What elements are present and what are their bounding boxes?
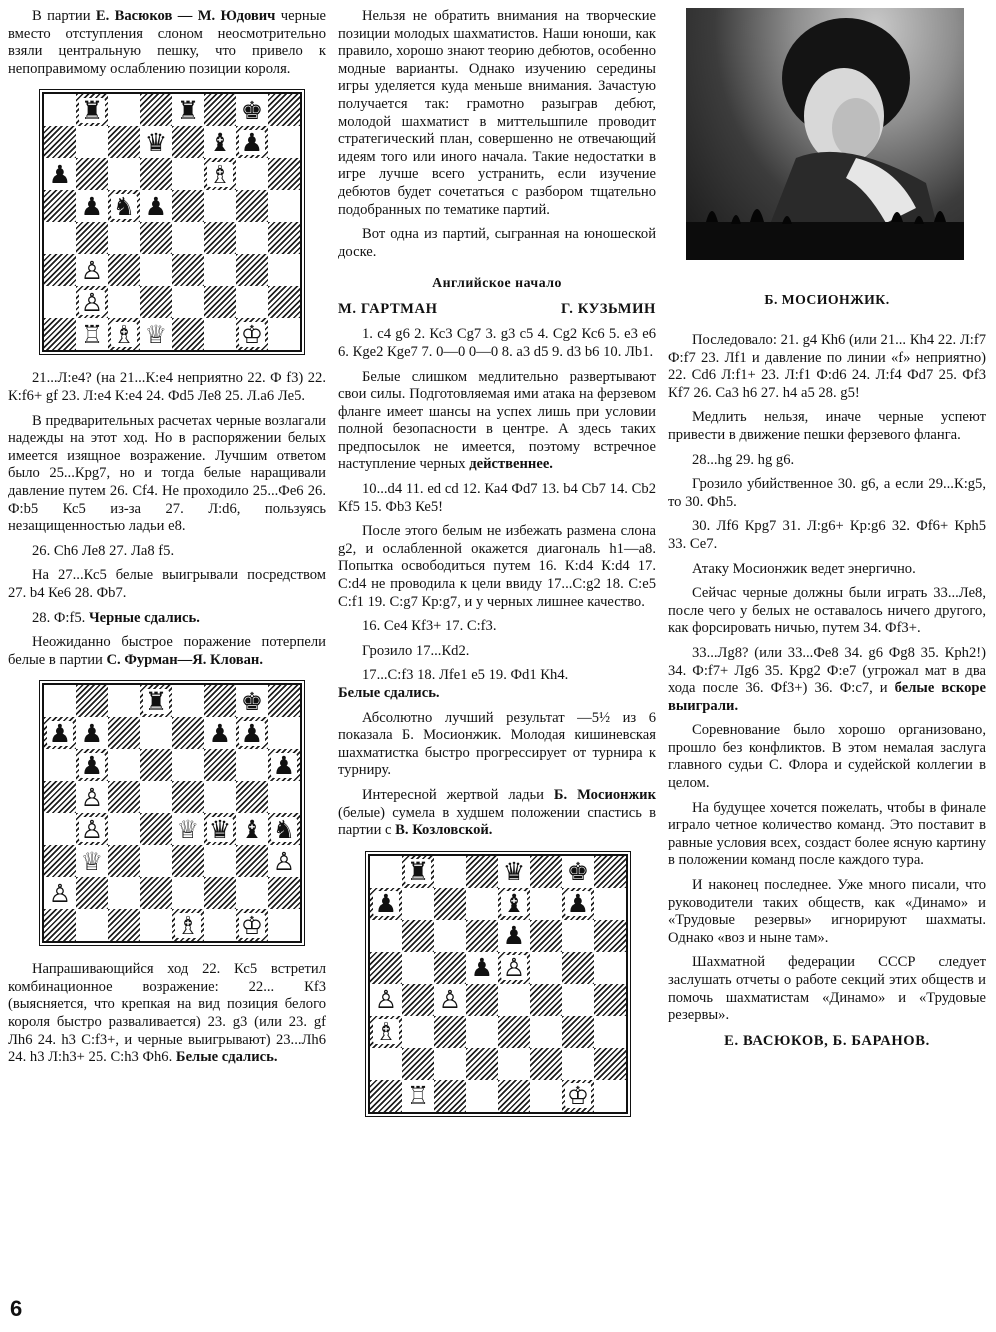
board-square [402,888,434,920]
board-square [204,318,236,350]
board-square [76,877,108,909]
board-square [562,888,594,920]
board-square [594,920,626,952]
board-square [236,254,268,286]
chess-piece: ♙ [438,985,462,1015]
board-square [108,222,140,254]
board-square [140,126,172,158]
board-square [108,813,140,845]
board-square [204,845,236,877]
board-square [498,952,530,984]
chess-piece: ♟ [208,718,232,748]
board-square [76,845,108,877]
board-square [236,190,268,222]
board-square [108,685,140,717]
board-square [172,749,204,781]
board-square [172,254,204,286]
chess-piece: ♞ [272,814,296,844]
board-square [466,1048,498,1080]
board-square [108,126,140,158]
chess-diagram-3 [368,854,628,1114]
chess-piece: ♖ [80,319,104,349]
board-square [236,717,268,749]
board-square [402,1016,434,1048]
chess-piece: ♝ [208,127,232,157]
board-square [108,318,140,350]
board-square [434,1016,466,1048]
board-square [236,126,268,158]
board-square [498,1080,530,1112]
board-square [370,856,402,888]
board-square [530,952,562,984]
board-square [498,856,530,888]
board-square [236,318,268,350]
paragraph: 17...С:f3 18. Лfе1 е5 19. Фd1 Кh4. Белые сдались. [338,667,569,701]
board-square [204,813,236,845]
white-player: М. ГАРТМАН [338,301,438,318]
paragraph: Атаку Мосионжик ведет энергично. [692,560,916,577]
board-square [466,1016,498,1048]
column-1 [8,8,326,1074]
board-square [594,952,626,984]
board-square [268,190,300,222]
board-square [434,856,466,888]
game-players [338,301,656,318]
board-square [108,286,140,318]
board-square [140,222,172,254]
board-square [562,1080,594,1112]
board-square [268,781,300,813]
board-square [172,877,204,909]
board-square [434,1080,466,1112]
paragraph: Шахматной федерации СССР следует заслушать отчеты о работе секций этих обществ и помочь шахматистам «Динамо» и «Трудовые резервы». [668,954,986,1024]
board-square [204,781,236,813]
paragraph: В партии Е. Васюков — М. Юдович черные вместо отступления слоном неосмотрительно взяли центральную пешку, что привело к непоправимому ослаблению позиции короля. [8,8,327,77]
board-square [76,685,108,717]
board-square [44,158,76,190]
board-square [108,781,140,813]
board-square [466,920,498,952]
board-square [76,286,108,318]
board-square [140,685,172,717]
chess-piece: ♟ [80,750,104,780]
board-square [108,717,140,749]
paragraph: Грозило убийственное 30. g6, а если 29...К:g5, то 30. Фh5. [668,476,986,510]
board-square [204,94,236,126]
chess-piece: ♔ [566,1081,590,1111]
board-square [236,158,268,190]
board-square [140,158,172,190]
chess-piece: ♙ [502,953,526,983]
board-square [434,888,466,920]
board-square [204,254,236,286]
board-square [76,254,108,286]
board-square [44,717,76,749]
board-square [434,1048,466,1080]
board-square [594,856,626,888]
board-square [44,190,76,222]
board-square [370,952,402,984]
chess-piece: ♟ [240,718,264,748]
paragraph: Белые слишком медлительно развертывают свои силы. Подготовляемая ими атака на ферзевом фланге имеет шансы на успех лишь при условии полной безопасности в центре. А здесь таких предпосылок не имеется, поэтому встречное наступление черных действеннее. [338,368,656,473]
chess-piece: ♜ [406,857,430,887]
board-square [140,845,172,877]
board-square [236,781,268,813]
board-square [140,813,172,845]
board-square [172,845,204,877]
board-square [44,286,76,318]
board-square [172,286,204,318]
paragraph: Соревнование было хорошо организовано, прошло без конфликтов. В этом немалая заслуга главного судьи С. Флора и судейской коллегии в целом. [668,722,986,792]
paragraph: Медлить нельзя, иначе черные успеют привести в движение пешки ферзевого фланга. [668,409,986,443]
chess-piece: ♙ [272,846,296,876]
board-square [204,286,236,318]
board-square [236,877,268,909]
board-square [268,877,300,909]
chess-piece: ♗ [112,319,136,349]
board-square [172,717,204,749]
board-square [236,685,268,717]
board-square [172,685,204,717]
board-square [236,222,268,254]
board-square [498,1016,530,1048]
board-square [108,845,140,877]
board-square [108,749,140,781]
board-square [44,749,76,781]
board-square [466,1080,498,1112]
author-signature: Е. ВАСЮКОВ, Б. БАРАНОВ. [724,1032,930,1049]
board-square [140,877,172,909]
paragraph: И наконец последнее. Уже много писали, что руководители таких обществ, как «Динамо» и «Трудовые резервы» игнорируют шахматы. Однако «воз и ныне там». [668,877,986,946]
board-square [44,94,76,126]
board-square [172,222,204,254]
board-square [76,909,108,941]
paragraph: Неожиданно быстрое поражение потерпели белые в партии С. Фурман—Я. Клован. [8,634,326,668]
chess-piece: ♝ [502,889,526,919]
board-square [268,318,300,350]
board-square [268,222,300,254]
board-square [434,984,466,1016]
board-square [594,1080,626,1112]
paragraph: 1. с4 g6 2. Кс3 Сg7 3. g3 с5 4. Сg2 Кс6 5. е3 е6 6. Кgе2 Кgе7 7. 0—0 0—0 8. а3 d5 9. d3 b6 10. Лb1. [338,326,656,360]
board-square [44,685,76,717]
board-square [204,749,236,781]
board-square [402,1048,434,1080]
chess-piece: ♙ [80,255,104,285]
board-square [268,813,300,845]
chess-piece: ♚ [566,857,590,887]
board-square [466,984,498,1016]
board-square [370,1016,402,1048]
board-square [172,190,204,222]
chess-piece: ♟ [502,921,526,951]
chess-piece: ♟ [80,718,104,748]
board-square [204,909,236,941]
board-square [204,190,236,222]
board-square [562,1016,594,1048]
board-square [172,94,204,126]
paragraph: На 27...Кс5 белые выигрывали посредством 27. b4 Ке6 28. Фb7. [8,567,326,601]
chess-piece: ♚ [240,686,264,716]
board-square [530,1080,562,1112]
chess-piece: ♙ [80,287,104,317]
board-square [370,1080,402,1112]
board-square [594,1048,626,1080]
board-square [108,254,140,286]
board-square [562,856,594,888]
board-square [44,845,76,877]
chess-piece: ♛ [208,814,232,844]
chess-piece: ♕ [80,846,104,876]
board-square [204,717,236,749]
board-square [204,158,236,190]
board-square [530,920,562,952]
chess-piece: ♜ [176,95,200,125]
board-square [236,94,268,126]
paragraph: Вот одна из партий, сыгранная на юношеской доске. [338,226,656,260]
board-square [370,1048,402,1080]
chess-piece: ♕ [144,319,168,349]
board-square [76,158,108,190]
board-square [140,254,172,286]
board-square [594,888,626,920]
board-square [140,318,172,350]
board-square [44,877,76,909]
board-square [562,984,594,1016]
chess-piece: ♟ [48,159,72,189]
paragraph: Интересной жертвой ладьи Б. Мосионжик (белые) сумела в худшем положении спастись в партии с В. Козловской. [338,786,656,839]
chess-piece: ♟ [566,889,590,919]
board-square [236,286,268,318]
board-square [402,920,434,952]
board-square [108,909,140,941]
chess-piece: ♟ [374,889,398,919]
board-square [172,781,204,813]
black-player: Г. КУЗЬМИН [561,301,656,318]
board-square [76,318,108,350]
board-square [108,190,140,222]
board-square [268,158,300,190]
board-square [562,952,594,984]
chess-piece: ♟ [80,191,104,221]
board-square [594,1016,626,1048]
board-square [44,254,76,286]
board-square [268,749,300,781]
board-square [370,920,402,952]
board-square [594,984,626,1016]
chess-piece: ♛ [144,127,168,157]
board-square [108,94,140,126]
board-square [108,877,140,909]
chess-piece: ♗ [176,910,200,940]
chess-piece: ♚ [240,95,264,125]
board-square [466,952,498,984]
board-square [236,813,268,845]
paragraph: 28...hg 29. hg g6. [692,451,795,468]
board-square [44,813,76,845]
chess-diagram-1 [42,92,302,352]
board-square [402,1080,434,1112]
chess-piece: ♜ [80,95,104,125]
paragraph: 26. Ch6 Ле8 27. Ла8 f5. [32,542,175,559]
paragraph: 30. Лf6 Кpg7 31. Л:g6+ Кр:g6 32. Фf6+ Кph5 33. Се7. [668,518,986,552]
chess-piece: ♟ [48,718,72,748]
chess-piece: ♙ [48,878,72,908]
chess-piece: ♜ [144,686,168,716]
board-square [204,877,236,909]
chess-piece: ♗ [208,159,232,189]
column-2 [338,8,656,1114]
board-square [140,286,172,318]
board-square [204,685,236,717]
board-square [140,94,172,126]
board-square [172,126,204,158]
paragraph: Сейчас черные должны были играть 33...Ле8, после чего у белых не оставалось ничего другого, как форсировать ничью, путем 34. Фf3+. [668,585,986,637]
board-square [76,126,108,158]
board-square [76,813,108,845]
chess-diagram-2 [42,683,302,943]
chess-piece: ♖ [406,1081,430,1111]
board-square [76,717,108,749]
board-square [44,222,76,254]
board-square [434,920,466,952]
board-square [44,781,76,813]
board-square [172,318,204,350]
board-square [172,909,204,941]
portrait-illustration [686,8,964,260]
board-square [172,813,204,845]
paragraph: Последовало: 21. g4 Кh6 (или 21... Кh4 22. Л:f7 Ф:f7 23. Лf1 и давление по линии «f» неприятно) 22. Cd6 Л:f1+ 23. Л:f1 Ф:d6 24. Л:f4 Фd7 25. Фf3 Кf7 26. Са3 h6 27. h4 а5 28. g5! [668,332,986,401]
board-square [140,909,172,941]
board-square [76,94,108,126]
board-square [268,717,300,749]
chess-piece: ♝ [240,814,264,844]
board-square [402,984,434,1016]
paragraph: 21...Л:е4? (на 21...К:е4 неприятно 22. Ф f3) 22. К:f6+ gf 23. Л:е4 К:е4 24. Фd5 Ле8 25. Л.а6 Ле5. [8,370,326,404]
paragraph: 16. Се4 Кf3+ 17. С:f3. [362,618,497,635]
board-square [498,1048,530,1080]
paragraph: В предварительных расчетах черные возлагали надежды на этот ход. Но в распоряжении белых имеется изящное возражение. Лучшим ответом было 25...Кpg7, но и тогда белые наращивали давление путем 26. Cf4. Не проходило 25...Фе6 26. Ф:b5 Кс5 из-за 27. Л:d6, пользуясь незащищенностью ладьи е8. [8,412,326,535]
board-square [236,909,268,941]
page-number: 6 [10,1296,23,1321]
board-square [140,717,172,749]
board-square [562,920,594,952]
board-square [498,984,530,1016]
photo-caption: Б. МОСИОНЖИК. [764,292,890,307]
board-square [530,1048,562,1080]
board-square [402,952,434,984]
chess-piece: ♟ [272,750,296,780]
chess-piece: ♔ [240,910,264,940]
board-square [268,909,300,941]
chess-piece: ♟ [470,953,494,983]
chess-piece: ♗ [374,1017,398,1047]
paragraph: Грозило 17...Кd2. [362,642,470,659]
chess-piece: ♔ [240,319,264,349]
chess-piece: ♛ [502,857,526,887]
board-square [498,888,530,920]
board-square [370,984,402,1016]
portrait-photo [686,8,964,260]
board-square [236,749,268,781]
paragraph: Нельзя не обратить внимания на творческие позиции молодых шахматистов. Наши юноши, как правило, хорошо знают теорию дебютов, особенно модные варианты. Однако изучению середины игры уделяется куда меньше внимания. Зачастую получается так: грамотно разыграв дебют, молодой шахматист в миттельшпиле проводит стратегический план, совершенно не отвечающий идеям того или иного начала. Такие недостатки в игре лучше всего устранить, если изучение дебютов будет сочетаться с разбором тщательно подобранных по тематике партий. [338,8,656,218]
board-square [44,318,76,350]
board-square [466,888,498,920]
column-3 [668,8,986,1050]
board-square [268,126,300,158]
board-square [498,920,530,952]
paragraph: 33...Лg8? (или 33...Фе8 34. g6 Фg8 35. Кph2!) 34. Ф:f7+ Лg6 35. Кpg2 Ф:е7 (угрожал мат в два хода после 36. Фf3+) 36. Ф:с7, и белые вскоре выиграли. [668,644,986,714]
paragraph: 10...d4 11. ed cd 12. Ка4 Фd7 13. b4 Cb7 14. Cb2 Кf5 15. Фb3 Ке5! [338,481,656,515]
chess-piece: ♙ [80,782,104,812]
board-square [268,685,300,717]
board-square [172,158,204,190]
board-square [530,856,562,888]
board-square [140,190,172,222]
board-square [466,856,498,888]
board-square [204,126,236,158]
board-square [402,856,434,888]
chess-piece: ♞ [112,191,136,221]
board-square [76,222,108,254]
board-square [434,952,466,984]
board-square [76,190,108,222]
board-square [140,749,172,781]
chess-piece: ♙ [374,985,398,1015]
paragraph: Абсолютно лучший результат —5½ из 6 показала Б. Мосионжик. Молодая кишиневская шахматистка быстро прогрессирует от турнира к турниру. [338,709,656,779]
paragraph: На будущее хочется пожелать, чтобы в финале играло четное количество команд. Это поставит в равные условия всех, создаст более ясную картину в положении команд после каждого тура. [668,799,986,869]
board-square [268,254,300,286]
board-square [140,781,172,813]
paragraph: Напрашивающийся ход 22. Кс5 встретил комбинационное возражение: 22... Кf3 (выясняется, что крепкая на вид позиция белого короля быстро разваливается) 23. g3 (или 23. gf Лh6 24. h3 С:f3+, и черные выигрывают) 23...Лh6 24. h3 Л:h3+ 25. С:h3 Фh6. Белые сдались. [8,961,326,1066]
board-square [236,845,268,877]
board-square [44,126,76,158]
board-square [108,158,140,190]
board-square [204,222,236,254]
board-square [530,888,562,920]
board-square [530,984,562,1016]
opening-title: Английское начало [432,275,562,291]
chess-piece: ♟ [240,127,264,157]
chess-piece: ♙ [80,814,104,844]
board-square [44,909,76,941]
board-square [268,845,300,877]
paragraph: 28. Ф:f5. Черные сдались. [32,609,200,626]
board-square [562,1048,594,1080]
board-square [530,1016,562,1048]
chess-piece: ♟ [144,191,168,221]
board-square [76,749,108,781]
board-square [370,888,402,920]
board-square [268,286,300,318]
board-square [76,781,108,813]
chess-piece: ♕ [176,814,200,844]
board-square [268,94,300,126]
paragraph: После этого белым не избежать размена слона g2, и ослабленной окажется диагональ h1—а8. Попытка освободиться путем 16. К:d4 К:d4 17. С:d4 не проводила к цели ввиду 17...С:g2 18. С:е5 С:f1 19. С:g7 Кр:g7, и у черных лишнее качество. [338,523,656,610]
